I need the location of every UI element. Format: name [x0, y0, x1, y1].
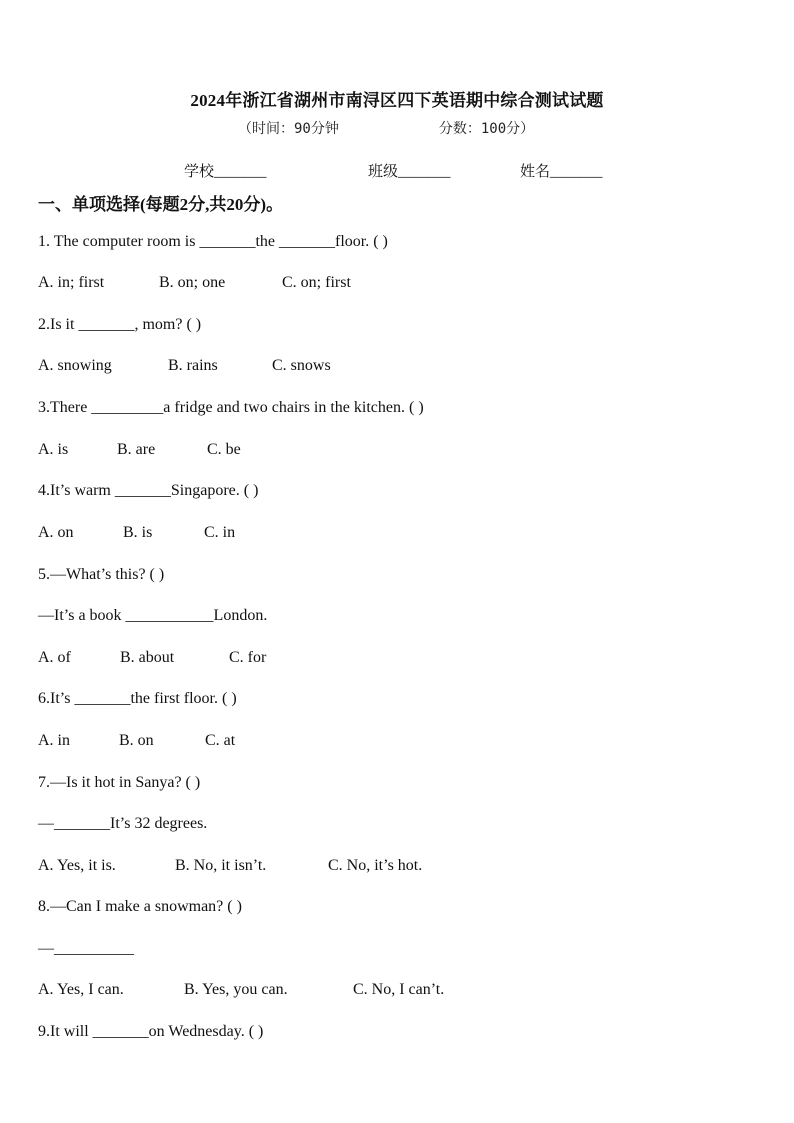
question-9: 9.It will _______on Wednesday. ( ): [38, 1023, 264, 1040]
option-b: B. is: [123, 524, 153, 541]
section-heading: 一、单项选择(每题2分,共20分)。: [38, 195, 284, 214]
option-a: A. is: [38, 441, 69, 458]
exam-score: 分数：100分）: [438, 121, 535, 137]
option-c: C. No, it’s hot.: [328, 857, 423, 874]
option-a: A. snowing: [38, 357, 112, 374]
class-field: 班级_______: [368, 164, 451, 180]
question-8-answer-line: —__________: [38, 940, 134, 957]
option-c: C. snows: [272, 357, 331, 374]
question-8: 8.—Can I make a snowman? ( ): [38, 898, 242, 915]
options-4: [38, 524, 235, 542]
options-1: [38, 274, 351, 292]
question-5: 5.—What’s this? ( ): [38, 566, 165, 583]
option-c: C. in: [204, 524, 236, 541]
option-b: B. about: [120, 649, 175, 666]
option-b: B. on: [119, 732, 154, 749]
question-1: 1. The computer room is _______the _______floor. ( ): [38, 233, 388, 250]
option-b: B. rains: [168, 357, 218, 374]
option-b: B. are: [117, 441, 156, 458]
option-c: C. on; first: [282, 274, 351, 291]
exam-time: （时间：90分钟: [238, 121, 339, 137]
option-a: A. Yes, it is.: [38, 857, 116, 874]
option-b: B. on; one: [159, 274, 226, 291]
question-3: 3.There _________a fridge and two chairs in the kitchen. ( ): [38, 399, 424, 416]
option-b: B. Yes, you can.: [184, 981, 288, 998]
option-c: C. be: [207, 441, 241, 458]
option-a: A. Yes, I can.: [38, 981, 124, 998]
question-7-answer-line: —_______It’s 32 degrees.: [38, 815, 208, 832]
page-title: 2024年浙江省湖州市南浔区四下英语期中综合测试试题: [190, 91, 604, 110]
options-5: [38, 649, 266, 667]
option-c: C. No, I can’t.: [353, 981, 445, 998]
school-field: 学校_______: [184, 164, 267, 180]
options-6: [38, 732, 235, 750]
question-6: 6.It’s _______the first floor. ( ): [38, 690, 237, 707]
options-3: [38, 441, 241, 459]
name-field: 姓名_______: [520, 164, 603, 180]
options-2: [38, 357, 331, 375]
options-7: [38, 857, 422, 875]
option-a: A. in; first: [38, 274, 105, 291]
question-5-answer-line: —It’s a book ___________London.: [38, 607, 268, 624]
exam-meta: [238, 118, 534, 138]
question-7: 7.—Is it hot in Sanya? ( ): [38, 774, 201, 791]
question-2: 2.Is it _______, mom? ( ): [38, 316, 202, 333]
option-a: A. of: [38, 649, 71, 666]
option-c: C. at: [205, 732, 236, 749]
option-a: A. on: [38, 524, 74, 541]
option-c: C. for: [229, 649, 267, 666]
question-4: 4.It’s warm _______Singapore. ( ): [38, 482, 259, 499]
option-b: B. No, it isn’t.: [175, 857, 267, 874]
options-8: [38, 981, 444, 999]
option-a: A. in: [38, 732, 70, 749]
